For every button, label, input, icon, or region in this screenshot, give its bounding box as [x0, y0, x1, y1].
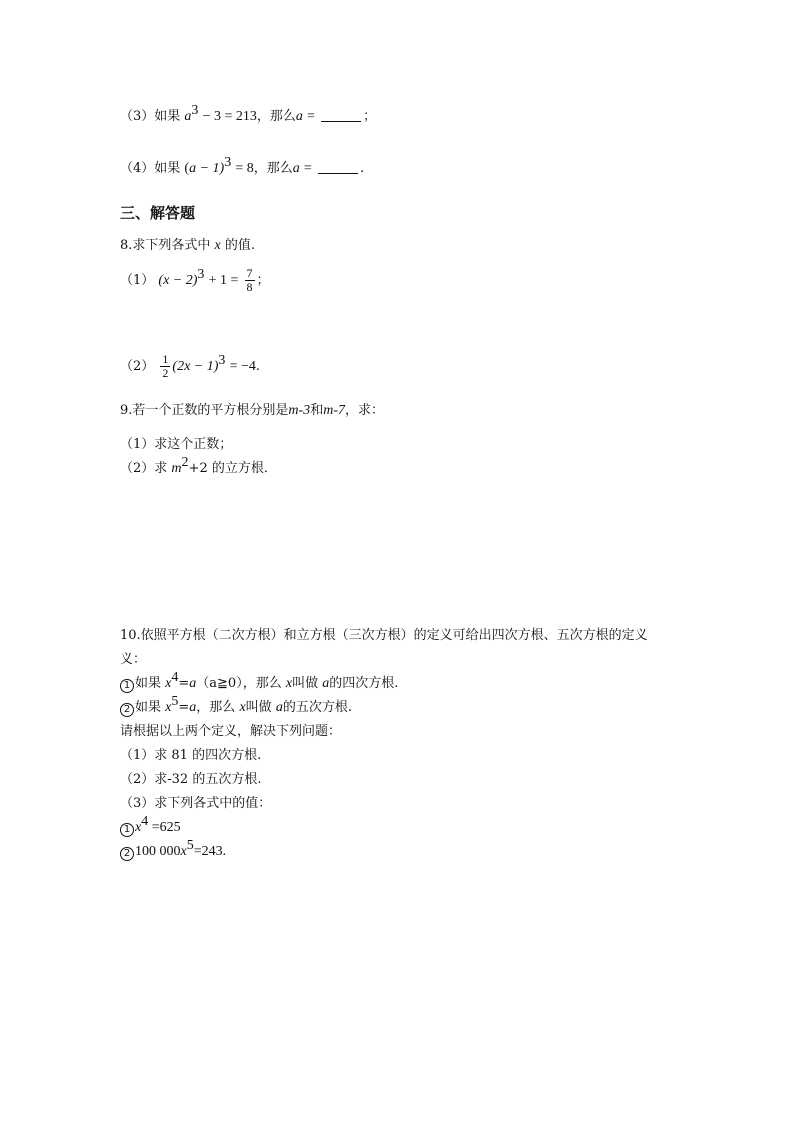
- q9-m2: m-7: [323, 403, 345, 418]
- q9-s2-post: +2 的立方根．: [188, 461, 277, 476]
- q8-p2-expr: (2x − 1): [172, 359, 219, 374]
- q9-sub-1: （1）求这个正数；: [120, 437, 233, 452]
- q4-a: a: [292, 161, 300, 176]
- q10-d2-cond: ，那么: [196, 700, 236, 715]
- q10-d1-mid: 叫做: [292, 676, 319, 691]
- q8-title: [120, 237, 255, 255]
- q9-sub-2: [120, 455, 277, 478]
- q4-then: ，那么: [253, 161, 293, 176]
- q8-p1-expr: (x − 2): [158, 273, 198, 288]
- q3-eq: = 213: [224, 109, 257, 124]
- section-title: 三、解答题: [120, 204, 196, 222]
- q10-intro: 请根据以上两个定义，解决下列问题：: [120, 724, 342, 739]
- q10-sub-2: （2）求-32 的五次方根.: [120, 772, 262, 787]
- q8-p1-label: （1）: [120, 273, 155, 288]
- q4-lp: (: [184, 161, 190, 176]
- q8-part-1: [120, 266, 270, 296]
- q8-p2-rhs: = −4: [229, 359, 256, 374]
- q8-title-pre: 8.求下列各式中: [120, 238, 211, 253]
- q10-sub-1: （1）求 81 的四次方根.: [120, 748, 262, 763]
- q8-title-post: 的值.: [224, 238, 256, 253]
- q9-title: [120, 402, 384, 420]
- q10-e2-exp: 5: [186, 838, 194, 853]
- fill-question-3: （3）如果 $a^3 - 3 = 213$，那么a = ；: [120, 103, 377, 124]
- q10-d1-post: 的四次方根.: [329, 676, 399, 691]
- q4-label: （4）如果: [120, 161, 181, 176]
- q8-p1-den: 8: [246, 280, 253, 294]
- q10-eq-1: [120, 814, 181, 837]
- q10-e2-rest: =243.: [193, 844, 227, 859]
- q8-p1-num: 7: [246, 266, 253, 280]
- q4-am: a − 1): [189, 161, 225, 176]
- q10-e1-x: x: [135, 820, 142, 835]
- q10-def-2: [120, 694, 352, 717]
- q10-d2-a: a: [189, 700, 197, 715]
- q3-end: ；: [363, 109, 377, 124]
- q8-p2-end: .: [255, 359, 260, 374]
- q8-var: x: [214, 238, 221, 253]
- q10-d2-x: x: [165, 700, 172, 715]
- q4-eqs: =: [303, 161, 312, 176]
- q10-d2-pre: 如果: [135, 700, 162, 715]
- q4-end: .: [359, 161, 365, 176]
- q8-p2-label: （2）: [120, 359, 155, 374]
- q9-s2-exp: 2: [181, 455, 189, 470]
- q9-m1: m-3: [288, 403, 311, 418]
- q10-d2-eq: =: [178, 700, 190, 715]
- q8-p1-plus: + 1 =: [208, 273, 239, 288]
- q3-eqs: =: [307, 109, 315, 124]
- q10-d2-a2: a: [275, 700, 283, 715]
- q10-d2-post: 的五次方根.: [282, 700, 352, 715]
- q8-p2-num: 1: [162, 352, 169, 366]
- q10-d1-x2: x: [285, 676, 293, 691]
- circled-number-1: 1: [120, 823, 134, 837]
- q10-d2-exp: 5: [171, 694, 179, 709]
- circled-number-2: 2: [120, 703, 134, 717]
- q10-eq-2: [120, 838, 227, 861]
- q10-e1-rest: =625: [148, 820, 181, 835]
- circled-number-2: 2: [120, 847, 134, 861]
- q10-d2-mid: 叫做: [245, 700, 272, 715]
- q10-line-1: 10.依照平方根（二次方根）和立方根（三次方根）的定义可给出四次方根、五次方根的定义: [120, 628, 648, 643]
- q9-title-b: ，求：: [344, 403, 384, 418]
- q8-p1-exp: 3: [197, 267, 205, 282]
- q3-label: （3）如果: [120, 109, 181, 124]
- q9-and: 和: [310, 403, 324, 418]
- fill-question-4: （4）如果 $(a - 1)^3 = 8$，那么a = .: [120, 155, 365, 176]
- q8-p2-exp: 3: [218, 353, 226, 368]
- q9-title-a: 9.若一个正数的平方根分别是: [120, 403, 289, 418]
- q10-d1-exp: 4: [171, 670, 179, 685]
- q10-e2-pre: 100 000: [135, 844, 181, 859]
- q3-answer-blank[interactable]: [321, 109, 361, 122]
- q9-s2-m: m: [171, 461, 182, 476]
- q10-d1-cond: （a≧0），那么: [196, 676, 282, 691]
- q3-var-a: a: [184, 109, 192, 124]
- q3-then: ，那么: [256, 109, 296, 124]
- circled-number-1: 1: [120, 679, 134, 693]
- q10-d1-pre: 如果: [135, 676, 162, 691]
- q9-s2-pre: （2）求: [120, 461, 168, 476]
- q4-eq: = 8: [235, 161, 254, 176]
- q8-p2-fraction: [160, 353, 170, 380]
- q10-e2-x: x: [180, 844, 187, 859]
- q3-a: a: [295, 109, 303, 124]
- q10-sub-3: （3）求下列各式中的值：: [120, 796, 272, 811]
- q10-d2-x2: x: [239, 700, 246, 715]
- q10-e1-exp: 4: [141, 814, 149, 829]
- q4-answer-blank[interactable]: [318, 161, 358, 174]
- q10-line-2: 义：: [120, 652, 147, 667]
- q8-p1-end: ；: [256, 273, 270, 288]
- q10-d1-eq: =: [178, 676, 190, 691]
- q8-part-2: [120, 352, 260, 382]
- q10-d1-x: x: [165, 676, 172, 691]
- q10-d1-a: a: [189, 676, 197, 691]
- q10-d1-a2: a: [322, 676, 330, 691]
- q8-p1-fraction: [245, 267, 255, 294]
- q10-def-1: [120, 670, 399, 693]
- q8-p2-den: 2: [162, 366, 169, 380]
